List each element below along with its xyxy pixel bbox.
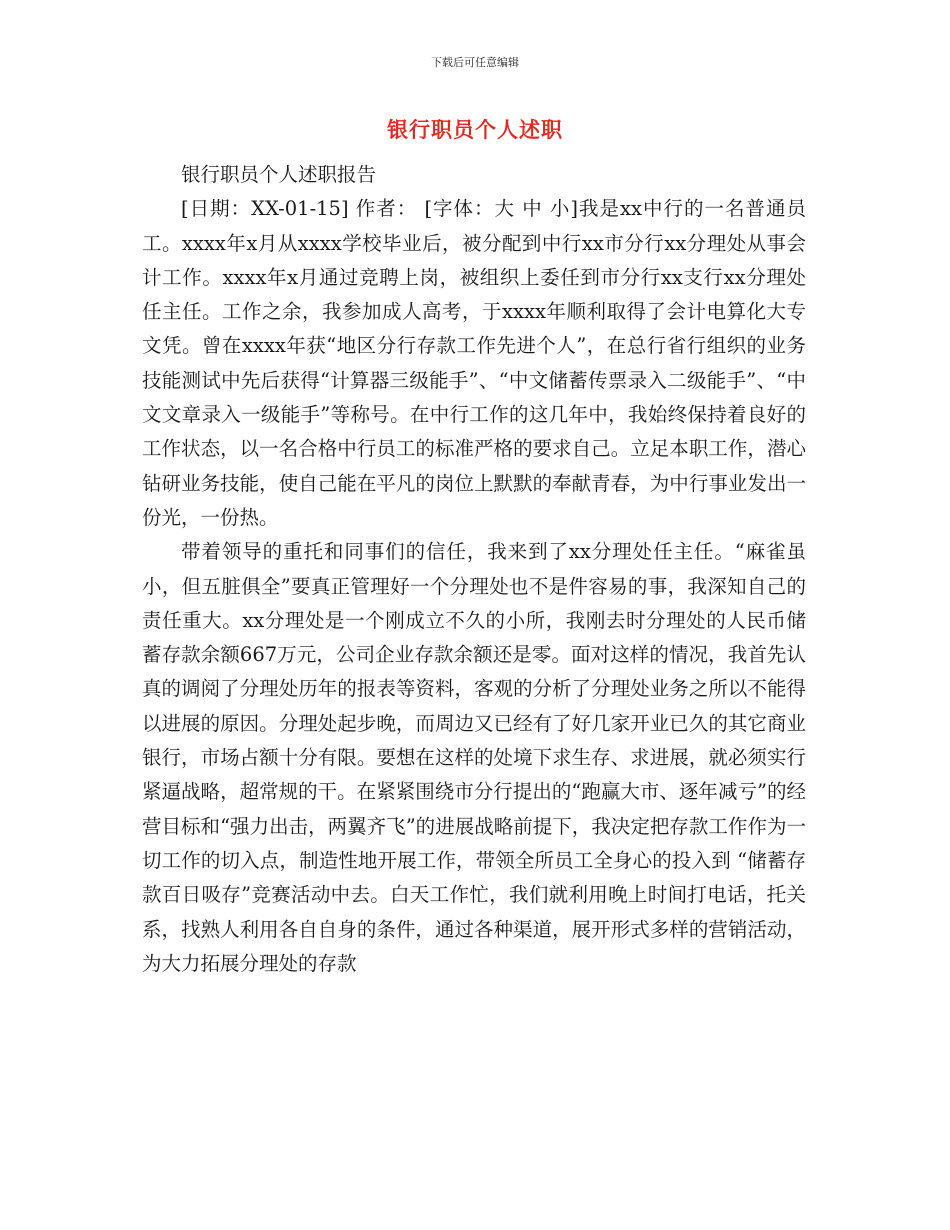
header-note: 下载后可任意编辑 — [431, 56, 519, 69]
subtitle-paragraph: 银行职员个人述职报告 — [181, 163, 377, 186]
document-body — [142, 158, 806, 981]
document-title: 银行职员个人述职 — [387, 118, 563, 142]
body-paragraph-1: [日期：XX-01-15] 作者： [字体：大 中 小]我是xx中行的一名普通员工。xxxx年x月从xxxx学校毕业后，被分配到中行xx市分行xx分理处从事会计工作。xxxx年x月通过竞聘上岗，被组织上委任到市分行xx支行xx分理处任主任。工作之余，我参加成人高考，于xxxx年顺利取得了会计电算化大专文凭。曾在xxxx年获“地区分行存款工作先进个人”，在总行省行组织的业务技能测试中先后获得“计算器三级能手”、“中文储蓄传票录入二级能手”、“中文文章录入一级能手”等称号。在中行工作的这几年中，我始终保持着良好的工作状态，以一名合格中行员工的标准严格的要求自己。立足本职工作，潜心钻研业务技能，使自己能在平凡的岗位上默默的奉献青春，为中行事业发出一份光，一份热。 — [142, 197, 806, 529]
body-paragraph-2: 带着领导的重托和同事们的信任，我来到了xx分理处任主任。“麻雀虽小，但五脏俱全”要真正管理好一个分理处也不是件容易的事，我深知自己的责任重大。xx分理处是一个刚成立不久的小所，我刚去时分理处的人民币储蓄存款余额667万元，公司企业存款余额还是零。面对这样的情况，我首先认真的调阅了分理处历年的报表等资料，客观的分析了分理处业务之所以不能得以进展的原因。分理处起步晚，而周边又已经有了好几家开业已久的其它商业银行，市场占额十分有限。要想在这样的处境下求生存、求进展，就必须实行紧逼战略，超常规的干。在紧紧围绕市分行提出的“跑赢大市、逐年减亏”的经营目标和“强力出击，两翼齐飞”的进展战略前提下，我决定把存款工作作为一切工作的切入点，制造性地开展工作，带领全所员工全身心的投入到 “储蓄存款百日吸存”竞赛活动中去。白天工作忙，我们就利用晚上时间打电话，托关系，找熟人利用各自自身的条件，通过各种渠道，展开形式多样的营销活动，为大力拓展分理处的存款 — [142, 540, 806, 975]
